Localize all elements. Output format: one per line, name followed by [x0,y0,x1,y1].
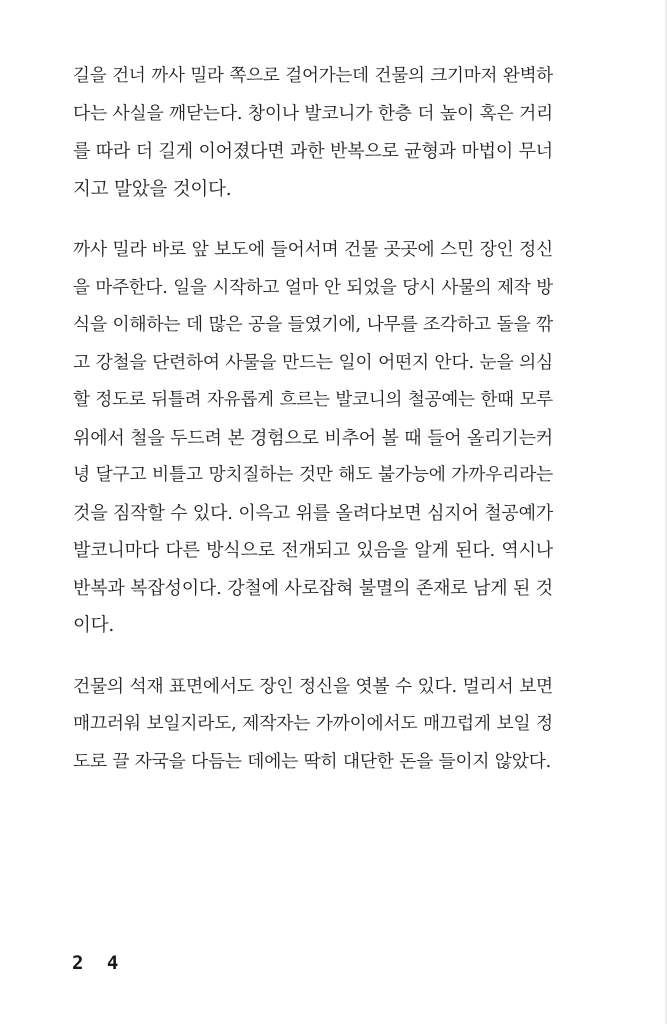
text-line: 길을 건너 까사 밀라 쪽으로 걸어가는데 건물의 크기마저 완벽하 [73,66,553,86]
text-line: 건물의 석재 표면에서도 장인 정신을 엿볼 수 있다. 멀리서 보면 [73,676,553,697]
paragraph-2 [73,232,553,645]
paragraph-1 [73,58,553,208]
text-line: 반복과 복잡성이다. 강철에 사로잡혀 불멸의 존재로 남게 된 것 [73,577,553,599]
paragraph-3 [73,669,553,782]
text-line: 발코니마다 다른 방식으로 전개되고 있음을 알게 된다. 역시나 [73,540,553,561]
text-line: 고 강철을 단련하여 사물을 만드는 일이 어떤지 안다. 눈을 의심 [73,352,553,373]
text-line: 이다. [73,615,115,636]
text-line: 것을 짐작할 수 있다. 이윽고 위를 올려다보면 심지어 철공예가 [73,502,553,524]
text-line: 할 정도로 뒤틀려 자유롭게 흐르는 발코니의 철공예는 한때 모루 [73,390,553,410]
body-text [73,58,553,805]
text-line: 녕 달구고 비틀고 망치질하는 것만 해도 불가능에 가까우리라는 [73,465,553,485]
page-number: 2 4 [72,952,125,974]
text-line: 위에서 철을 두드려 본 경험으로 비추어 볼 때 들어 올리기는커 [73,427,553,449]
text-line: 다는 사실을 깨닫는다. 창이나 발코니가 한층 더 높이 혹은 거리 [73,103,553,124]
text-line: 까사 밀라 바로 앞 보도에 들어서며 건물 곳곳에 스민 장인 정신 [73,240,553,260]
text-line: 지고 말았을 것이다. [73,178,232,200]
text-line: 매끄러워 보일지라도, 제작자는 가까이에서도 매끄럽게 보일 정 [73,714,553,734]
text-line: 식을 이해하는 데 많은 공을 들였기에, 나무를 조각하고 돌을 깎 [73,315,553,335]
text-line: 를 따라 더 길게 이어졌다면 과한 반복으로 균형과 마법이 무너 [73,141,553,162]
text-line: 도로 끌 자국을 다듬는 데에는 딱히 대단한 돈을 들이지 않았다. [73,751,552,772]
text-line: 을 마주한다. 일을 시작하고 얼마 안 되었을 당시 사물의 제작 방 [73,277,553,298]
